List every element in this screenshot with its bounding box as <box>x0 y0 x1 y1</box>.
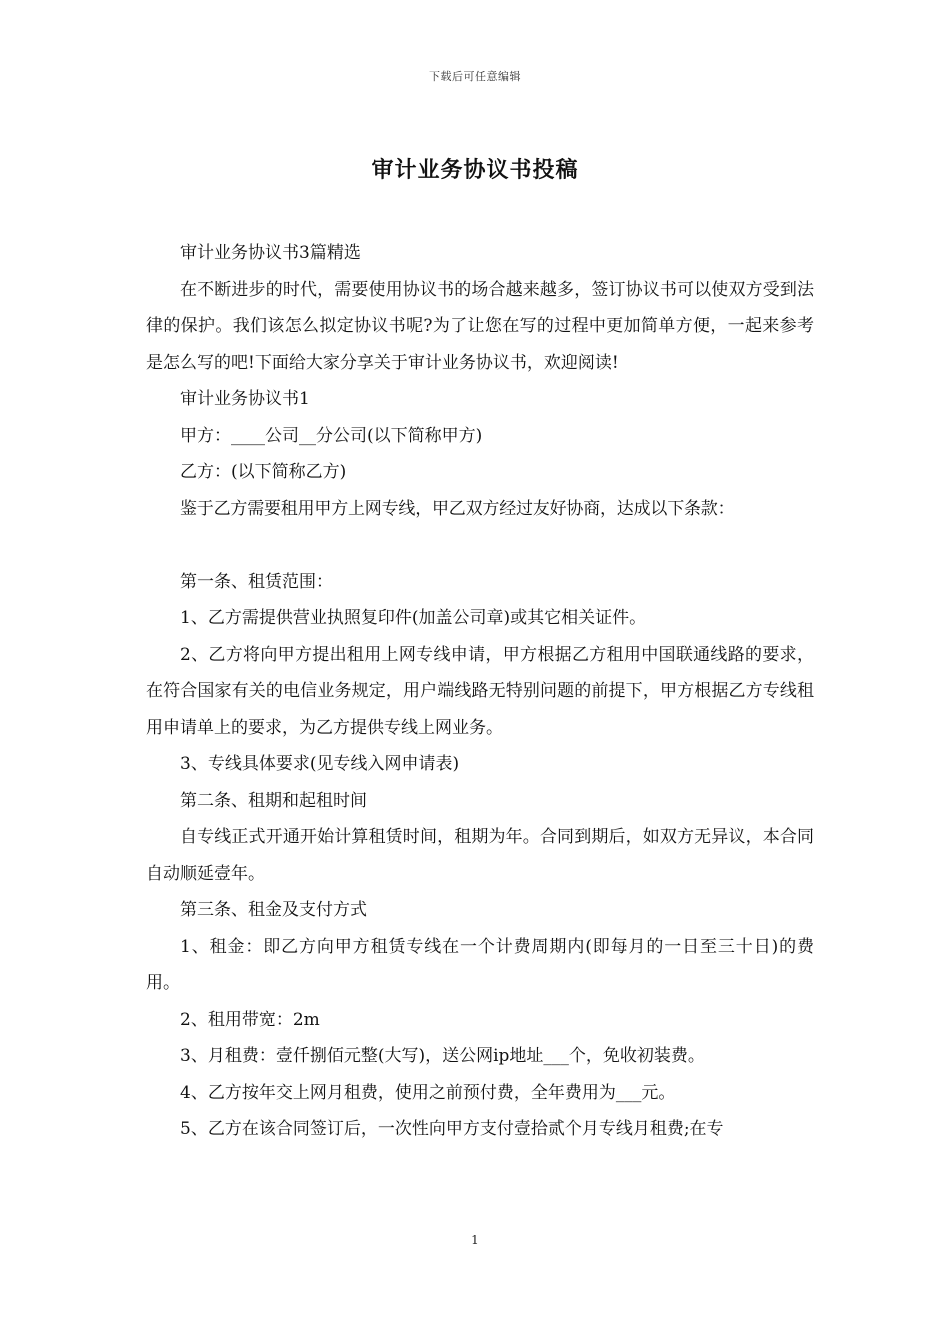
document-body <box>146 235 814 1148</box>
document-title: 审计业务协议书投稿 <box>371 157 579 183</box>
paragraph-party-a: 甲方：____公司__分公司(以下简称甲方) <box>180 425 483 446</box>
paragraph-subtitle: 审计业务协议书3篇精选 <box>180 243 361 263</box>
paragraph-blank <box>146 527 814 564</box>
header-note: 下载后可任意编辑 <box>429 70 521 83</box>
paragraph-preamble: 鉴于乙方需要租用甲方上网专线，甲乙双方经过友好协商，达成以下条款： <box>180 498 735 519</box>
paragraph-clause: 2、租用带宽：2m <box>180 1009 320 1030</box>
paragraph-article-2: 第二条、租期和起租时间 <box>180 790 367 811</box>
paragraph-clause: 自专线正式开通开始计算租赁时间，租期为年。合同到期后，如双方无异议，本合同自动顺延壹年。 <box>146 827 814 884</box>
paragraph-clause: 1、租金：即乙方向甲方租赁专线在一个计费周期内(即每月的一日至三十日)的费用。 <box>146 936 814 993</box>
paragraph-article-3: 第三条、租金及支付方式 <box>180 900 367 920</box>
paragraph-clause: 1、乙方需提供营业执照复印件(加盖公司章)或其它相关证件。 <box>180 608 647 628</box>
page-number: 1 <box>471 1233 479 1247</box>
paragraph-clause: 2、乙方将向甲方提出租用上网专线申请，甲方根据乙方租用中国联通线路的要求，在符合国家有关的电信业务规定，用户端线路无特别问题的前提下，甲方根据乙方专线租用申请单上的要求，为乙方提供专线上网业务。 <box>146 644 814 738</box>
paragraph-clause: 3、月租费：壹仟捌佰元整(大写)，送公网ip地址___个，免收初装费。 <box>180 1046 705 1066</box>
paragraph-party-b: 乙方：(以下简称乙方) <box>180 462 347 482</box>
paragraph-article-1: 第一条、租赁范围： <box>180 571 333 592</box>
paragraph-clause: 4、乙方按年交上网月租费，使用之前预付费，全年费用为___元。 <box>180 1082 676 1103</box>
paragraph-section-title: 审计业务协议书1 <box>180 389 310 409</box>
paragraph-clause: 5、乙方在该合同签订后，一次性向甲方支付壹拾贰个月专线月租费;在专 <box>180 1119 724 1139</box>
paragraph-intro: 在不断进步的时代，需要使用协议书的场合越来越多，签订协议书可以使双方受到法律的保护。我们该怎么拟定协议书呢?为了让您在写的过程中更加简单方便，一起来参考是怎么写的吧!下面给大家分享关于审计业务协议书，欢迎阅读! <box>146 279 814 373</box>
paragraph-clause: 3、专线具体要求(见专线入网申请表) <box>180 754 460 774</box>
